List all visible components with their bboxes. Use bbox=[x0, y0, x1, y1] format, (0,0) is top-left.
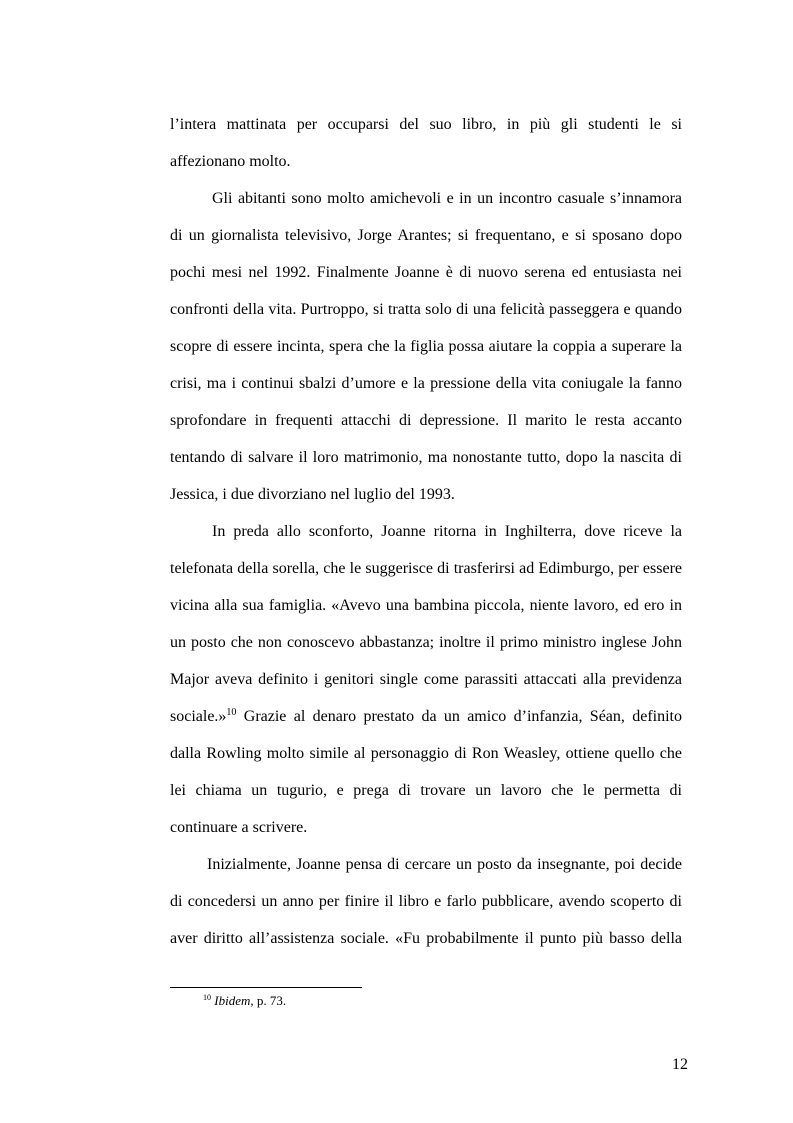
body-line: crisi, ma i continui sbalzi d’umore e la pressione della vita coniugale la fanno bbox=[170, 375, 682, 392]
body-line: tentando di salvare il loro matrimonio, ma nonostante tutto, dopo la nascita di bbox=[170, 449, 682, 466]
footnote-separator bbox=[170, 987, 362, 988]
body-line: dalla Rowling molto simile al personaggio di Ron Weasley, ottiene quello che bbox=[170, 745, 682, 762]
footnote bbox=[203, 993, 286, 1009]
body-line: sprofondare in frequenti attacchi di depressione. Il marito le resta accanto bbox=[170, 412, 682, 429]
body-line: telefonata della sorella, che le suggerisce di trasferirsi ad Edimburgo, per essere bbox=[170, 560, 682, 577]
body-line: Jessica, i due divorziano nel luglio del 1993. bbox=[170, 486, 455, 503]
body-line-start: sociale.» bbox=[170, 708, 227, 725]
body-line: pochi mesi nel 1992. Finalmente Joanne è di nuovo serena ed entusiasta nei bbox=[170, 264, 682, 281]
body-line: scopre di essere incinta, spera che la figlia possa aiutare la coppia a superare la bbox=[170, 338, 682, 355]
footnote-reference: 10 bbox=[226, 707, 237, 718]
page-number: 12 bbox=[672, 1056, 688, 1073]
body-line: lei chiama un tugurio, e prega di trovare un lavoro che le permetta di bbox=[170, 782, 682, 799]
body-line: Inizialmente, Joanne pensa di cercare un posto da insegnante, poi decide bbox=[207, 856, 682, 873]
body-line: In preda allo sconforto, Joanne ritorna in Inghilterra, dove riceve la bbox=[212, 523, 682, 540]
body-line: Major aveva definito i genitori single come parassiti attaccati alla previdenza bbox=[170, 671, 682, 688]
footnote-number: 10 bbox=[203, 993, 211, 1002]
body-line-with-footnote bbox=[170, 707, 682, 727]
body-line-end: Grazie al denaro prestato da un amico d’infanzia, Séan, definito bbox=[243, 708, 683, 725]
body-line: vicina alla sua famiglia. «Avevo una bambina piccola, niente lavoro, ed ero in bbox=[170, 597, 682, 614]
body-line: affezionano molto. bbox=[170, 153, 291, 170]
body-line: un posto che non conoscevo abbastanza; inoltre il primo ministro inglese John bbox=[170, 634, 682, 651]
body-line: confronti della vita. Purtroppo, si tratta solo di una felicità passeggera e quando bbox=[170, 301, 682, 318]
body-line: di un giornalista televisivo, Jorge Arantes; si frequentano, e si sposano dopo bbox=[170, 227, 682, 244]
body-line: Gli abitanti sono molto amichevoli e in un incontro casuale s’innamora bbox=[212, 190, 682, 207]
footnote-title: Ibidem bbox=[214, 993, 251, 1008]
body-line: aver diritto all’assistenza sociale. «Fu probabilmente il punto più basso della bbox=[170, 930, 682, 947]
body-line: l’intera mattinata per occuparsi del suo libro, in più gli studenti le si bbox=[170, 116, 682, 133]
body-line: continuare a scrivere. bbox=[170, 819, 308, 836]
footnote-text: , p. 73. bbox=[250, 993, 287, 1008]
body-line: di concedersi un anno per finire il libro e farlo pubblicare, avendo scoperto di bbox=[170, 893, 682, 910]
